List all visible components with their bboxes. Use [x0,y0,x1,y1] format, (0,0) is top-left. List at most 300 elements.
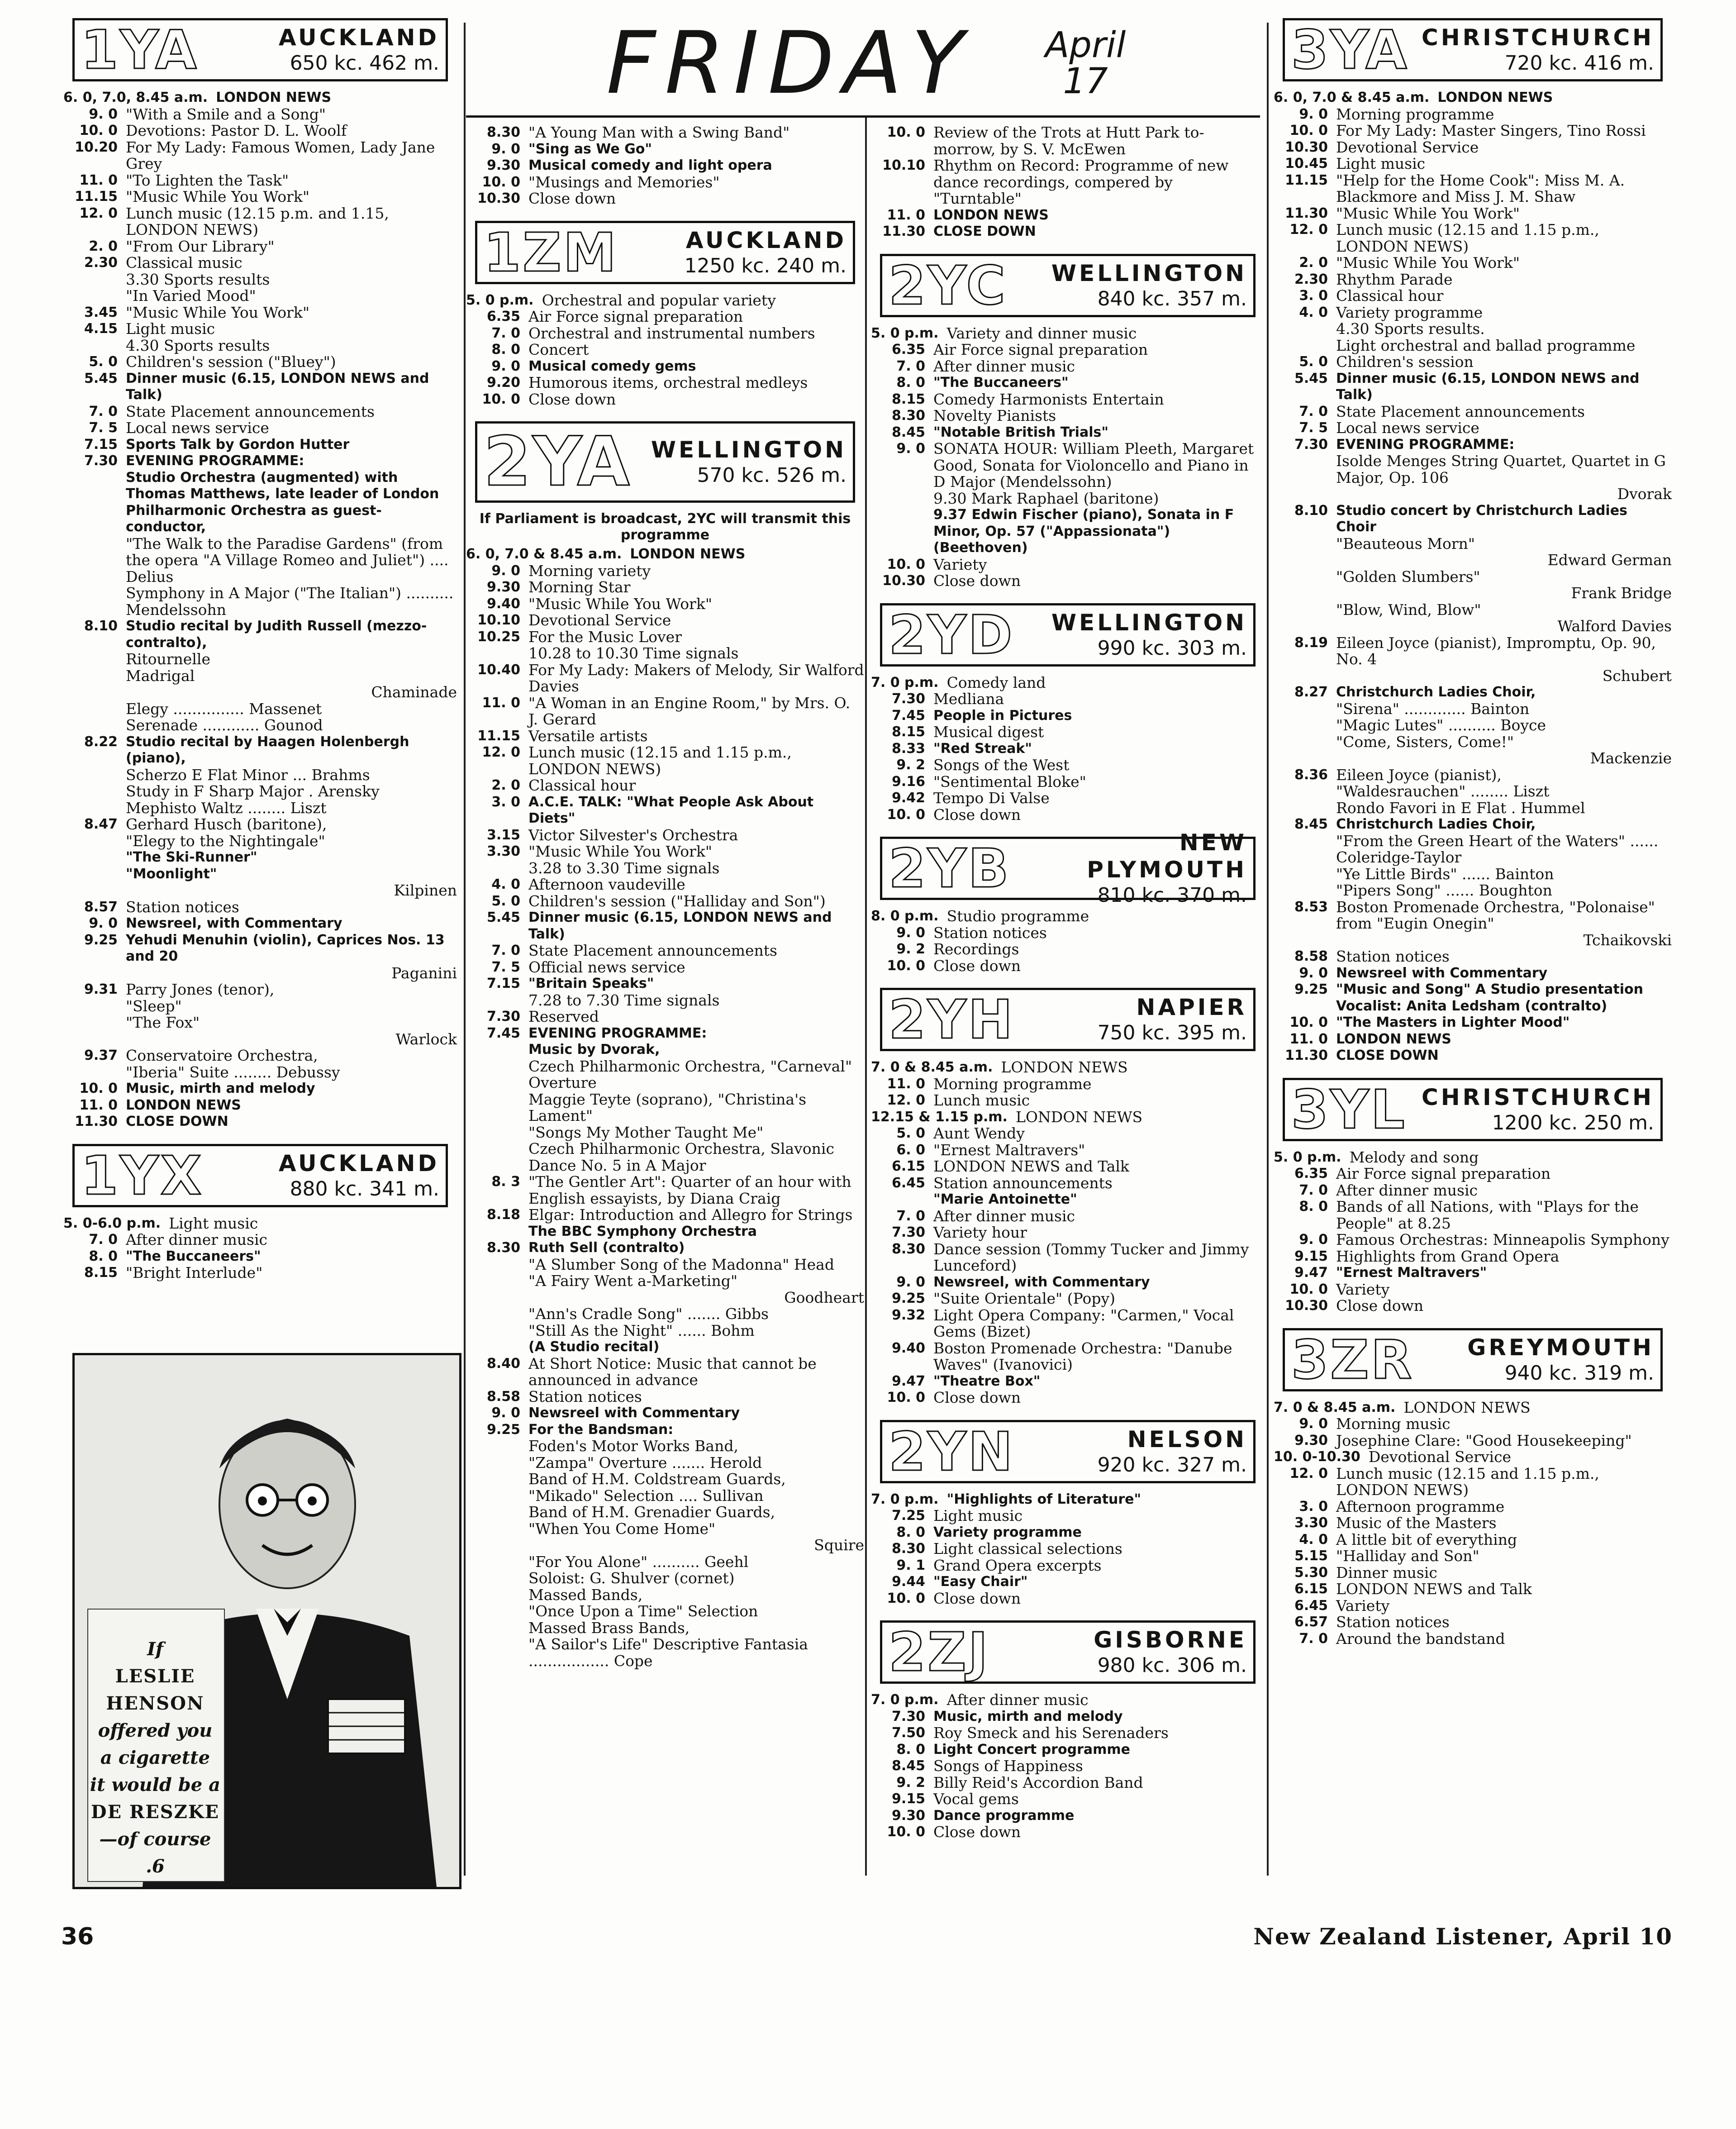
schedule-row [63,338,457,354]
schedule-item: Boston Promenade Orchestra, "Polonaise" from "Eugin Onegin" [1336,898,1655,932]
schedule-time: 9.40 [486,595,520,612]
schedule-item: Orchestral and popular variety [542,291,776,309]
schedule-item: After dinner music [933,1207,1075,1225]
schedule-row [63,106,457,123]
schedule-item: Light music [126,320,215,338]
station-city: NELSON [1127,1426,1247,1453]
schedule-time [1274,882,1336,899]
schedule-time: 9.15 [891,1791,925,1807]
station-call: 2YH [889,988,1015,1051]
station-city: WELLINGTON [1051,609,1247,636]
schedule-row [466,744,864,777]
schedule-row [1274,1048,1672,1064]
schedule-item: "Music While You Work" [1336,204,1520,222]
schedule-2ya [466,546,864,1669]
schedule-time: 10. 0 [887,1590,925,1606]
schedule-row [466,391,864,408]
schedule-item: Versatile artists [528,727,648,745]
schedule-time: 4.15 [84,321,118,337]
schedule-time: 7. 0 [1299,1182,1328,1198]
schedule-time: 10.45 [1285,156,1328,171]
schedule-row [466,1174,864,1207]
schedule-row [1274,321,1672,338]
schedule-time: 8.58 [486,1388,520,1405]
schedule-row [63,321,457,338]
schedule-time [63,651,126,668]
schedule-time: 10.40 [477,662,520,678]
schedule-row [1274,172,1672,205]
schedule-item: "Beauteous Morn" [1336,534,1475,552]
schedule-row [63,172,457,189]
schedule-time: 3. 0 [1299,288,1328,304]
schedule-item: "Still As the Night" ...... Bohm [528,1321,755,1339]
schedule-row [1274,1416,1672,1433]
schedule-time: 7.15 [84,436,118,452]
schedule-time: 9. 0 [896,924,925,941]
schedule-item: Symphony in A Major ("The Italian") .......... Mendelssohn [126,584,454,619]
schedule-time [466,1504,528,1521]
column-2 [466,124,864,1683]
schedule-time [63,288,126,305]
schedule-time [63,668,126,685]
schedule-time: 8.57 [84,899,118,915]
schedule-row [1274,767,1672,784]
schedule-item: "Magic Lutes" .......... Boyce [1336,716,1546,734]
schedule-item: Vocal gems [933,1790,1019,1808]
schedule-time: 7. 0 & 8.45 a.m. [871,1059,993,1075]
schedule-time [1274,338,1336,354]
ad-line: .6 [146,1856,165,1877]
schedule-time: 8. 3 [491,1174,520,1190]
schedule-item: Madrigal [126,667,195,685]
schedule-row [466,1405,864,1422]
schedule-row [63,783,457,800]
schedule-row [63,470,457,536]
schedule-time: 6.35 [891,342,925,357]
schedule-time: 6. 0, 7.0, 8.45 a.m. [63,90,208,105]
schedule-time: 9.47 [891,1373,925,1389]
schedule-row [871,375,1265,391]
schedule-2yc [871,325,1265,590]
schedule-row [1274,123,1672,139]
schedule-time: 9. 0 [491,562,520,579]
schedule-time: 4. 0 [1299,1531,1328,1548]
schedule-time [871,1191,933,1208]
schedule-time: 9.25 [1294,981,1328,997]
schedule-item: "The Gentler Art": Quarter of an hour with English essayists, by Diana Craig [528,1173,851,1207]
schedule-time: 3. 0 [491,794,520,810]
schedule-item: Dinner music [1336,1563,1437,1581]
schedule-row [63,767,457,784]
schedule-row [1274,288,1672,305]
station-box-1yx [72,1144,448,1207]
schedule-row [1274,932,1672,949]
schedule-row [466,292,864,309]
schedule-time: 9. 1 [896,1557,925,1573]
ad-line: a cigarette [100,1747,210,1768]
schedule-item: LONDON NEWS [216,90,332,105]
schedule-item: LONDON NEWS [1437,90,1553,105]
schedule-time: 5. 0 [491,893,520,909]
schedule-time [1274,717,1336,734]
schedule-row [871,1791,1265,1808]
schedule-item: Reserved [528,1008,599,1025]
schedule-time: 9.25 [84,932,118,948]
schedule-row [466,645,864,662]
schedule-item: CLOSE DOWN [126,1114,228,1129]
schedule-row [1274,1548,1672,1565]
station-call: 1YX [81,1144,204,1207]
schedule-row [466,342,864,358]
schedule-row [871,408,1265,424]
schedule-row [63,404,457,420]
schedule-time: 7. 0 p.m. [871,1491,939,1507]
schedule-item: "Music and Song" A Studio presentation [1336,981,1643,997]
station-box-2yh [880,988,1256,1051]
schedule-row [466,695,864,728]
schedule-time: 10.30 [882,573,925,589]
schedule-time: 7.50 [891,1725,925,1741]
schedule-item: Morning music [1336,1415,1451,1433]
schedule-row [871,1158,1265,1175]
schedule-item: "The Walk to the Paradise Gardens" (from the opera "A Village Romeo and Juliet") .... Delius [126,534,449,586]
column-3 [871,124,1265,1854]
schedule-row [63,437,457,453]
schedule-item: EVENING PROGRAMME: [126,453,304,469]
schedule-time: 6.35 [486,309,520,324]
schedule-item: Variety [1336,1596,1390,1615]
schedule-row [466,1091,864,1124]
schedule-row [871,1808,1265,1824]
page-number: 36 [61,1923,94,1950]
schedule-item: Ruth Sell (contralto) [528,1240,685,1256]
schedule-time: 10. 0 [1289,1281,1328,1297]
schedule-time: 6.15 [891,1158,925,1174]
schedule-item: After dinner music [933,357,1075,375]
schedule-item: "Red Streak" [933,740,1032,757]
schedule-item: "A Young Man with a Swing Band" [528,124,790,141]
schedule-row [1274,404,1672,420]
schedule-item: Orchestral and instrumental numbers [528,324,815,342]
schedule-row [63,371,457,404]
schedule-item: Czech Philharmonic Orchestra, Slavonic Dance No. 5 in A Major [528,1140,834,1174]
schedule-row [466,1422,864,1438]
schedule-time [466,1620,528,1637]
schedule-row [466,976,864,992]
schedule-time [1274,734,1336,751]
schedule-row [63,816,457,833]
station-call: 2YB [889,837,1011,900]
schedule-row [63,255,457,271]
schedule-item: Light music [1336,155,1426,172]
schedule-row [1274,981,1672,998]
schedule-item: Air Force signal preparation [528,308,743,325]
schedule-item: Lunch music (12.15 and 1.15 p.m., LONDON NEWS) [1336,1464,1599,1499]
schedule-item: "Golden Slumbers" [1336,567,1480,586]
schedule-item: Station announcements [933,1174,1113,1192]
schedule-item: Lunch music (12.15 and 1.15 p.m., LONDON NEWS) [528,743,792,778]
schedule-time [1274,701,1336,718]
schedule-item: "Sleep" [126,997,182,1015]
schedule-time [1274,453,1336,486]
schedule-time: 7. 0 [896,1208,925,1224]
schedule-row [63,734,457,767]
schedule-time: 7.25 [891,1508,925,1524]
schedule-row [1274,1565,1672,1581]
schedule-time: 6.57 [1294,1614,1328,1630]
schedule-row [466,1620,864,1637]
schedule-row [466,563,864,580]
schedule-item: "Suite Orientale" (Popy) [933,1290,1115,1307]
schedule-row [466,1273,864,1290]
schedule-row [63,899,457,916]
schedule-row [1274,948,1672,965]
schedule-row [1274,833,1672,866]
schedule-item: Sports Talk by Gordon Hutter [126,436,350,452]
schedule-time: 7.30 [891,691,925,707]
column-1 [63,18,457,1295]
schedule-row [63,684,457,701]
schedule-item: Light music [169,1214,258,1232]
schedule-time: 10.20 [75,139,118,155]
schedule-time: 7. 5 [491,959,520,975]
schedule-row [1274,998,1672,1015]
schedule-item: Light Opera Company: "Carmen," Vocal Gems (Bizet) [933,1306,1234,1340]
station-call: 2YD [889,603,1014,666]
station-frequency: 840 kc. 357 m. [1097,287,1247,310]
schedule-item: Eileen Joyce (pianist), Impromptu, Op. 90, No. 4 [1336,633,1656,668]
schedule-time: 6.45 [1294,1597,1328,1614]
schedule-item: "Music While You Work" [528,843,713,860]
schedule-row [466,860,864,877]
schedule-time [1274,750,1336,767]
schedule-row [63,1248,457,1265]
schedule-time [63,833,126,850]
schedule-time [63,849,126,866]
schedule-row [63,1097,457,1114]
schedule-row [871,1340,1265,1373]
schedule-item: Christchurch Ladies Choir, [1336,816,1536,832]
schedule-item: "Sentimental Bloke" [933,772,1086,791]
schedule-item: Melody and song [1349,1148,1479,1166]
schedule-time: 9. 0 [1299,1232,1328,1248]
date-label [1045,27,1126,100]
schedule-item: LONDON NEWS [630,546,746,562]
ad-line: offered you [98,1720,213,1741]
schedule-time: 2.30 [84,255,118,271]
schedule-item: Afternoon vaudeville [528,876,685,893]
schedule-item: "In Varied Mood" [126,287,256,305]
schedule-item: 4.30 Sports results. [1336,320,1485,338]
schedule-row [1274,1166,1672,1182]
schedule-row [871,1092,1265,1109]
schedule-time [466,992,528,1009]
schedule-item: "When You Come Home" [528,1519,716,1538]
schedule-item: Squire [814,1536,864,1554]
schedule-row [466,1488,864,1505]
station-box-3ya [1283,18,1663,81]
schedule-item: Studio recital by Haagen Holenbergh (piano), [126,733,409,766]
schedule-item: LONDON NEWS and Talk [933,1157,1129,1175]
schedule-item: Ritournelle [126,650,210,668]
schedule-2ya-continued [871,124,1265,240]
schedule-row [1274,503,1672,536]
schedule-item: Close down [933,572,1021,590]
schedule-item: Medliana [933,690,1004,708]
schedule-item: Frank Bridge [1571,584,1672,602]
schedule-time: 10.30 [1285,1298,1328,1314]
schedule-item: "The Buccaneers" [126,1248,261,1264]
schedule-time [1274,783,1336,800]
schedule-time: 3.45 [84,304,118,320]
schedule-item: Rhythm on Record: Programme of new dance recordings, compered by "Turntable" [933,157,1229,207]
schedule-row [466,174,864,191]
schedule-item: At Short Notice: Music that cannot be announced in advance [528,1354,817,1389]
schedule-time: 7. 0 p.m. [871,674,939,691]
schedule-time: 2. 0 [491,777,520,793]
ad-line: LESLIE [115,1666,195,1687]
schedule-time: 11.30 [882,224,925,239]
schedule-time: 4. 0 [491,876,520,892]
schedule-item: 4.30 Sports results [126,336,270,354]
schedule-row [466,893,864,910]
station-frequency: 920 kc. 327 m. [1097,1453,1247,1476]
schedule-item: Station notices [1336,948,1450,965]
schedule-row [466,1438,864,1455]
schedule-item: For the Bandsman: [528,1421,674,1438]
schedule-time [466,1521,528,1538]
schedule-row [1274,156,1672,172]
schedule-row [63,1064,457,1081]
schedule-item: Close down [933,1823,1021,1841]
schedule-time: 7. 0 [491,943,520,958]
schedule-time: 9. 0 [491,358,520,374]
station-box-3zr [1283,1328,1663,1391]
schedule-time: 7. 0 [491,325,520,341]
schedule-time: 2.30 [1294,271,1328,287]
schedule-time: 12. 0 [1289,222,1328,238]
schedule-item: After dinner music [1336,1181,1478,1199]
schedule-item: "A Slumber Song of the Madonna" Head [528,1255,834,1273]
schedule-row [1274,1581,1672,1598]
schedule-time: 9. 2 [896,941,925,957]
date-month: April [1045,25,1126,66]
schedule-time: 8.18 [486,1207,520,1223]
schedule-time: 10. 0 [1289,1014,1328,1030]
schedule-time: 10. 0 [887,806,925,823]
schedule-time: 5. 0 [1299,354,1328,370]
schedule-time: 8.15 [891,391,925,407]
schedule-time [1274,321,1336,338]
schedule-item: "The Masters in Lighter Mood" [1336,1014,1570,1030]
schedule-item: LONDON NEWS [126,1097,241,1113]
schedule-row [63,1265,457,1281]
schedule-time [466,1042,528,1058]
schedule-row [1274,552,1672,569]
schedule-time: 9. 0 [1299,106,1328,122]
schedule-time: 12. 0 [79,205,118,221]
schedule-row [1274,866,1672,883]
schedule-item: Band of H.M. Grenadier Guards, [528,1503,775,1521]
schedule-time: 5. 0-6.0 p.m. [63,1215,161,1231]
schedule-item: "The Ski-Runner" [126,849,257,865]
schedule-row [1274,106,1672,123]
schedule-time [63,585,126,618]
schedule-time [466,1636,528,1669]
schedule-time: 12.15 & 1.15 p.m. [871,1109,1008,1125]
station-call: 2YA [484,423,632,501]
ad-line: —of course [99,1829,211,1850]
schedule-item: Scherzo E Flat Minor ... Brahms [126,766,370,784]
schedule-item: "Music While You Work" [1336,254,1520,271]
schedule-item: Foden's Motor Works Band, [528,1437,738,1455]
schedule-item: 3.30 Sports results [126,270,270,288]
station-call: 1YA [81,19,199,81]
schedule-item: Music by Dvorak, [528,1042,660,1057]
schedule-time: 9.25 [891,1291,925,1306]
schedule-row [871,958,1265,975]
schedule-item: 9.30 Mark Raphael (baritone) [933,489,1159,507]
schedule-row [871,1692,1265,1709]
schedule-row [63,668,457,685]
station-call: 2YC [889,254,1007,317]
schedule-row [1274,734,1672,751]
schedule-item: Variety [933,555,987,573]
schedule-item: "Sirena" ............. Bainton [1336,700,1530,718]
schedule-row [871,708,1265,724]
schedule-row [871,1224,1265,1241]
schedule-row [1274,371,1672,404]
schedule-item: 10.28 to 10.30 Time signals [528,644,739,662]
schedule-row [466,1257,864,1273]
schedule-item: 3.28 to 3.30 Time signals [528,859,720,877]
schedule-time [466,1471,528,1488]
schedule-time: 5.15 [1294,1548,1328,1564]
schedule-row [466,1356,864,1389]
schedule-row [63,932,457,965]
schedule-time: 9. 0 [896,441,925,457]
schedule-row [1274,536,1672,552]
schedule-item: Variety programme [933,1524,1082,1540]
schedule-row [871,741,1265,757]
schedule-item: Music, mirth and melody [933,1708,1123,1724]
schedule-item: The BBC Symphony Orchestra [528,1223,757,1239]
schedule-time [63,684,126,701]
schedule-row [1274,750,1672,767]
schedule-item: Close down [528,390,616,408]
schedule-item: Band of H.M. Coldstream Guards, [528,1470,786,1488]
schedule-time: 7.30 [891,1708,925,1724]
schedule-item: 7.28 to 7.30 Time signals [528,991,720,1009]
schedule-item: EVENING PROGRAMME: [1336,436,1515,452]
schedule-time: 9.30 [1294,1432,1328,1448]
schedule-1zm [466,292,864,408]
schedule-row [63,189,457,205]
schedule-time: 8.53 [1294,899,1328,915]
schedule-item: Rhythm Parade [1336,270,1453,288]
schedule-item: After dinner music [126,1231,268,1248]
schedule-time: 3.30 [486,843,520,859]
schedule-time [466,1537,528,1554]
schedule-item: SONATA HOUR: William Pleeth, Margaret Good, Sonata for Violoncello and Piano in D Major (Mendelssohn) [933,440,1254,491]
schedule-time [63,338,126,354]
schedule-row [871,908,1265,925]
schedule-time: 3. 0 [1299,1498,1328,1515]
schedule-time [63,866,126,883]
column-divider [464,23,466,1876]
schedule-row [871,424,1265,441]
schedule-row [871,157,1265,207]
